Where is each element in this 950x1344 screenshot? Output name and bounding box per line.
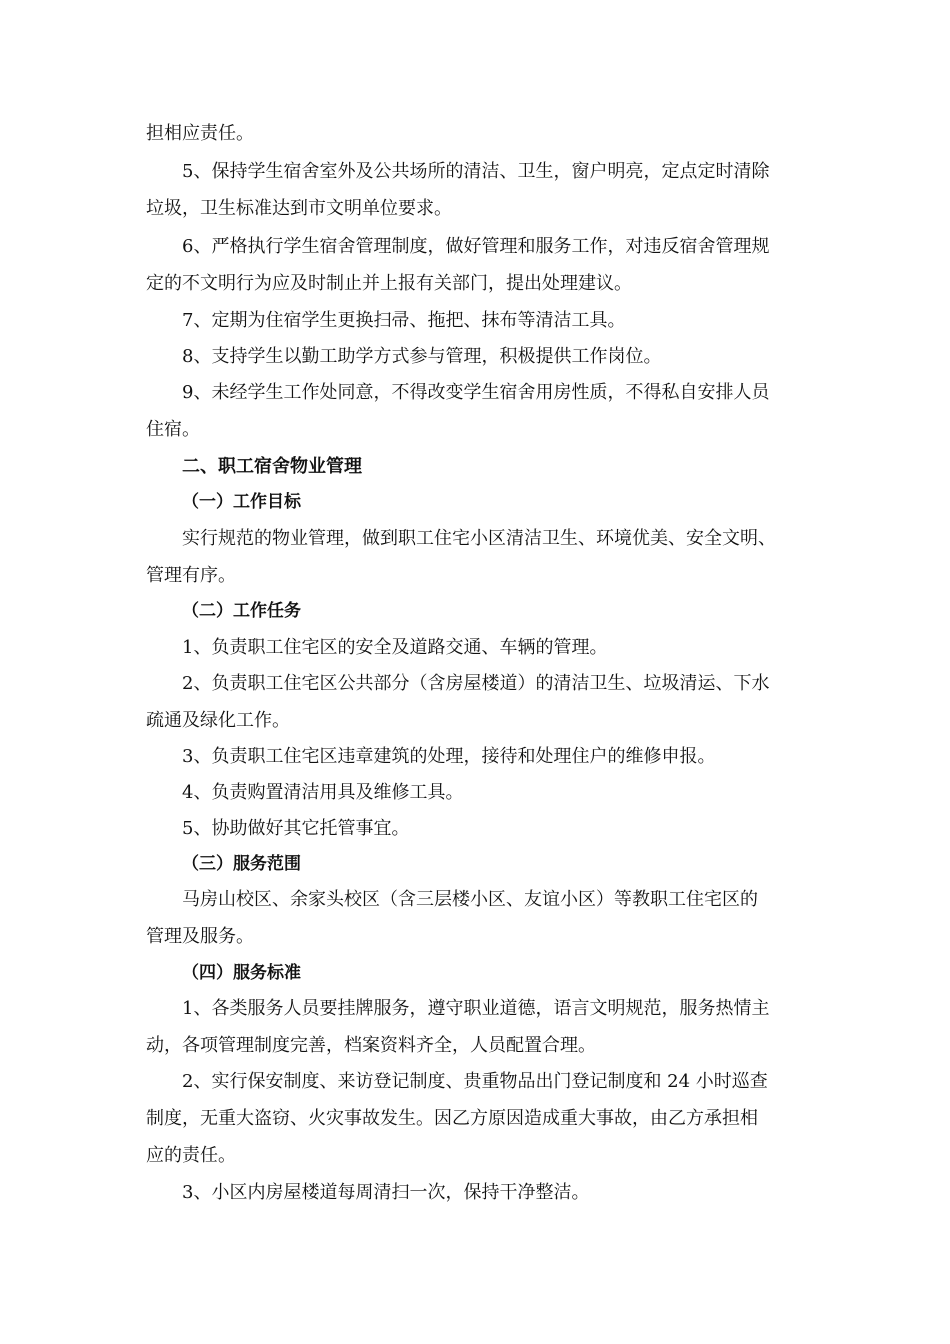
- subsection-heading: （二）工作任务: [182, 601, 301, 621]
- text-line: 5、协助做好其它托管事宜。: [182, 818, 410, 839]
- text-line: 应的责任。: [146, 1145, 236, 1166]
- text-line: 制度，无重大盗窃、火灾事故发生。因乙方原因造成重大事故，由乙方承担相: [146, 1108, 758, 1129]
- text-line: 1、负责职工住宅区的安全及道路交通、车辆的管理。: [182, 637, 608, 658]
- text-line: 实行规范的物业管理，做到职工住宅小区清洁卫生、环境优美、安全文明、: [182, 528, 776, 549]
- text-line: 3、小区内房屋楼道每周清扫一次，保持干净整洁。: [182, 1182, 590, 1203]
- section-heading: 二、职工宿舍物业管理: [182, 456, 362, 477]
- text-line: 管理及服务。: [146, 926, 254, 947]
- text-line: 住宿。: [146, 419, 200, 440]
- text-line: 8、支持学生以勤工助学方式参与管理，积极提供工作岗位。: [182, 346, 662, 367]
- text-line: 4、负责购置清洁用具及维修工具。: [182, 782, 464, 803]
- text-line: 定的不文明行为应及时制止并上报有关部门，提出处理建议。: [146, 273, 632, 294]
- subsection-heading: （四）服务标准: [182, 963, 301, 983]
- text-line: 6、严格执行学生宿舍管理制度，做好管理和服务工作，对违反宿舍管理规: [182, 236, 770, 257]
- text-line: 2、负责职工住宅区公共部分（含房屋楼道）的清洁卫生、垃圾清运、下水: [182, 673, 770, 694]
- text-line: 马房山校区、余家头校区（含三层楼小区、友谊小区）等教职工住宅区的: [182, 889, 758, 910]
- text-line: 2、实行保安制度、来访登记制度、贵重物品出门登记制度和 24 小时巡查: [182, 1071, 768, 1092]
- subsection-heading: （三）服务范围: [182, 854, 301, 874]
- text-line: 7、定期为住宿学生更换扫帚、拖把、抹布等清洁工具。: [182, 310, 626, 331]
- subsection-heading: （一）工作目标: [182, 492, 301, 512]
- text-line: 垃圾，卫生标准达到市文明单位要求。: [146, 198, 452, 219]
- text-line: 5、保持学生宿舍室外及公共场所的清洁、卫生，窗户明亮，定点定时清除: [182, 161, 770, 182]
- text-line: 担相应责任。: [146, 123, 254, 144]
- text-line: 1、各类服务人员要挂牌服务，遵守职业道德，语言文明规范，服务热情主: [182, 998, 770, 1019]
- text-line: 动，各项管理制度完善，档案资料齐全，人员配置合理。: [146, 1035, 596, 1056]
- text-line: 疏通及绿化工作。: [146, 710, 290, 731]
- text-line: 3、负责职工住宅区违章建筑的处理，接待和处理住户的维修申报。: [182, 746, 716, 767]
- text-line: 管理有序。: [146, 565, 236, 586]
- text-line: 9、未经学生工作处同意，不得改变学生宿舍用房性质，不得私自安排人员: [182, 382, 770, 403]
